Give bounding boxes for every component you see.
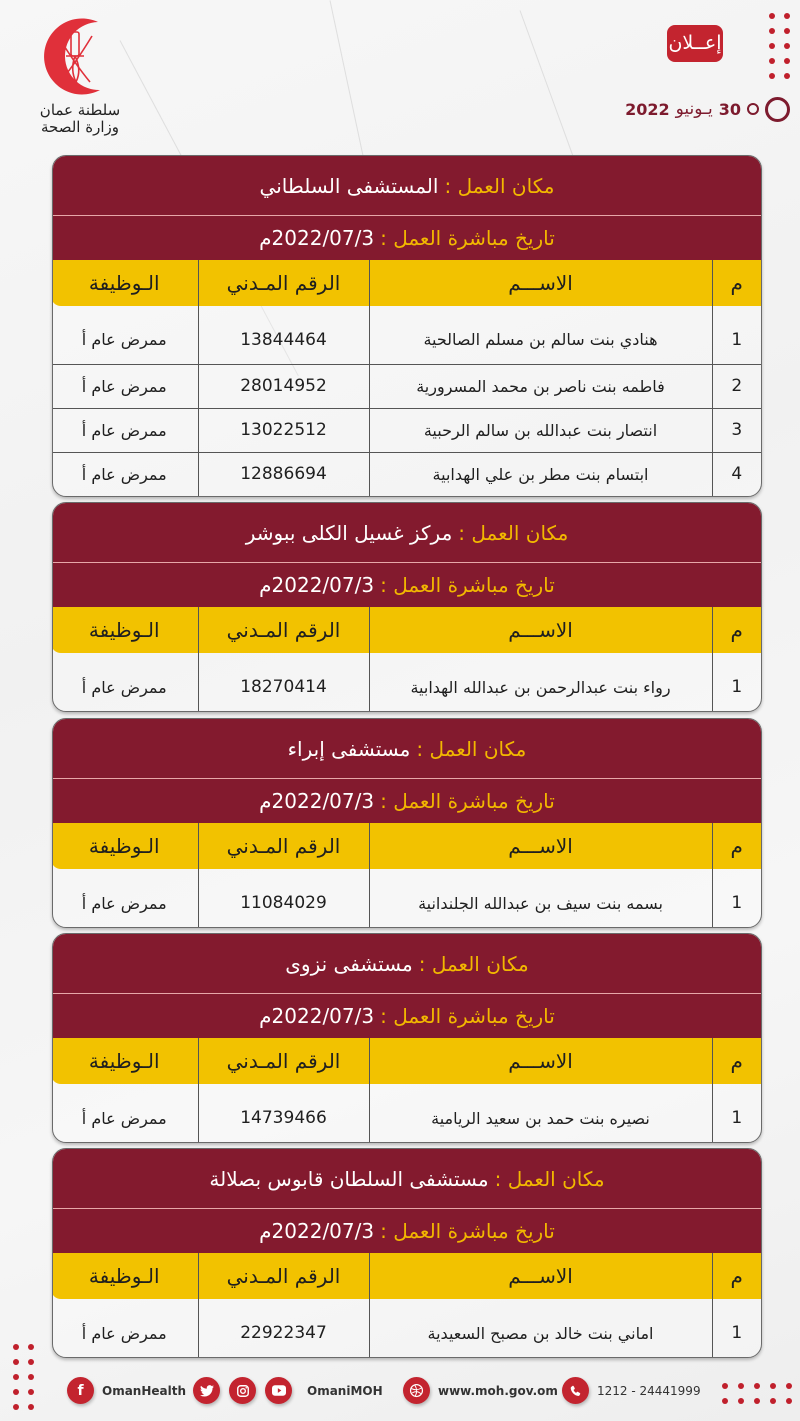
- cell-civil-id: 13022512: [198, 408, 369, 452]
- col-header-job: الـوظيفة: [52, 823, 198, 869]
- section-card-bousher-dialysis: [52, 502, 762, 712]
- cell-civil-id: 11084029: [198, 869, 369, 927]
- cell-index: 4: [712, 452, 761, 496]
- place-label: مكان العمل :: [418, 951, 529, 976]
- place-value: مستشفى نزوى: [285, 951, 413, 976]
- cell-name: بسمه بنت سيف بن عبدالله الجلندانية: [369, 869, 712, 927]
- start-date-row: [53, 1209, 761, 1253]
- place-value: مركز غسيل الكلى ببوشر: [245, 520, 453, 545]
- phone-contact[interactable]: [562, 1377, 705, 1404]
- social-links: [193, 1377, 383, 1404]
- cell-civil-id: 13844464: [198, 306, 369, 364]
- logo-line-ministry: وزارة الصحة: [41, 118, 119, 136]
- cell-name: رواء بنت عبدالرحمن بن عبدالله الهدابية: [369, 653, 712, 711]
- place-label: مكان العمل :: [494, 1166, 605, 1191]
- col-header-civil-id: الرقم المـدني: [198, 1038, 369, 1084]
- cell-index: 1: [712, 869, 761, 927]
- large-ring-icon: [765, 97, 790, 122]
- instagram-icon[interactable]: [229, 1377, 256, 1404]
- cell-job: ممرض عام أ: [81, 330, 167, 350]
- crescent-emblem-icon: [20, 12, 130, 102]
- col-header-civil-id: الرقم المـدني: [198, 607, 369, 653]
- place-label: مكان العمل :: [458, 520, 569, 545]
- start-date-row: [53, 994, 761, 1038]
- cell-name: اماني بنت خالد بن مصبح السعيدية: [369, 1299, 712, 1357]
- place-row: [53, 503, 761, 563]
- col-header-job: الـوظيفة: [52, 1253, 198, 1299]
- table-row: [52, 452, 761, 496]
- table-row: [52, 306, 761, 364]
- cell-civil-id: 14739466: [198, 1084, 369, 1142]
- place-row: [53, 1149, 761, 1209]
- date-year: 2022: [625, 99, 670, 119]
- cell-civil-id: 18270414: [198, 653, 369, 711]
- decorative-dots: [722, 1383, 792, 1404]
- date-day: 30: [718, 99, 741, 119]
- footer-contact-bar: [0, 1374, 800, 1406]
- staff-table: [52, 1253, 761, 1357]
- start-date-label: تاريخ مباشرة العمل :: [380, 1219, 555, 1243]
- col-header-name: الاســـم: [369, 607, 712, 653]
- cell-job: ممرض عام أ: [52, 408, 198, 452]
- cell-name: ابتسام بنت مطر بن علي الهدابية: [369, 452, 712, 496]
- col-header-name: الاســـم: [369, 1038, 712, 1084]
- cell-name: هنادي بنت سالم بن مسلم الصالحية: [369, 306, 712, 364]
- col-header-job: الـوظيفة: [52, 1038, 198, 1084]
- facebook-icon: f: [67, 1377, 94, 1404]
- social-handle: OmaniMOH: [307, 1383, 383, 1398]
- start-date-value: 2022/07/3م: [259, 573, 375, 597]
- cell-name: نصيره بنت حمد بن سعيد الريامية: [369, 1084, 712, 1142]
- cell-civil-id: 28014952: [198, 364, 369, 408]
- start-date-row: [53, 779, 761, 823]
- cell-job: ممرض عام أ: [81, 893, 167, 913]
- staff-table: [52, 823, 761, 927]
- start-date-row: [53, 563, 761, 607]
- col-header-civil-id: الرقم المـدني: [198, 1253, 369, 1299]
- cell-index: 1: [712, 653, 761, 711]
- table-row: [52, 1299, 761, 1357]
- col-header-name: الاســـم: [369, 823, 712, 869]
- place-value: المستشفى السلطاني: [259, 173, 439, 198]
- website-link[interactable]: [403, 1377, 558, 1404]
- cell-index: 2: [712, 364, 761, 408]
- section-card-ibra-hospital: [52, 718, 762, 928]
- table-row: [52, 408, 761, 452]
- announcement-badge: إعــلان: [667, 25, 723, 62]
- facebook-link[interactable]: [67, 1377, 186, 1404]
- place-row: [53, 156, 761, 216]
- phone-icon: [562, 1377, 589, 1404]
- start-date-label: تاريخ مباشرة العمل :: [380, 789, 555, 813]
- twitter-icon[interactable]: [193, 1377, 220, 1404]
- place-value: مستشفى السلطان قابوس بصلالة: [209, 1166, 489, 1191]
- table-row: [52, 653, 761, 711]
- cell-job: ممرض عام أ: [81, 677, 167, 697]
- col-header-index: م: [712, 607, 761, 653]
- cell-index: 1: [712, 1084, 761, 1142]
- place-row: [53, 934, 761, 994]
- col-header-name: الاســـم: [369, 260, 712, 306]
- table-row: [52, 869, 761, 927]
- cell-civil-id: 22922347: [198, 1299, 369, 1357]
- logo-line-sultanate: سلطنة عمان: [39, 101, 121, 119]
- ministry-logo: [20, 12, 130, 137]
- phone-text: 1212 - 24441999: [597, 1383, 701, 1398]
- col-header-index: م: [712, 1038, 761, 1084]
- section-card-nizwa-hospital: [52, 933, 762, 1143]
- cell-index: 1: [712, 306, 761, 364]
- col-header-name: الاســـم: [369, 1253, 712, 1299]
- date-month: يـونيو: [675, 99, 713, 119]
- staff-table: [52, 260, 761, 496]
- col-header-index: م: [712, 823, 761, 869]
- table-row: [52, 364, 761, 408]
- globe-icon: [403, 1377, 430, 1404]
- cell-index: 3: [712, 408, 761, 452]
- table-row: [52, 1084, 761, 1142]
- small-ring-icon: [747, 103, 759, 115]
- start-date-value: 2022/07/3م: [259, 1219, 375, 1243]
- start-date-label: تاريخ مباشرة العمل :: [380, 226, 555, 250]
- col-header-index: م: [712, 260, 761, 306]
- section-card-royal-hospital: [52, 155, 762, 497]
- website-text: www.moh.gov.om: [438, 1383, 558, 1398]
- cell-civil-id: 12886694: [198, 452, 369, 496]
- cell-name: فاطمه بنت ناصر بن محمد المسرورية: [369, 364, 712, 408]
- start-date-label: تاريخ مباشرة العمل :: [380, 1004, 555, 1028]
- col-header-civil-id: الرقم المـدني: [198, 260, 369, 306]
- cell-name: انتصار بنت عبدالله بن سالم الرحبية: [369, 408, 712, 452]
- cell-job: ممرض عام أ: [81, 1108, 167, 1128]
- start-date-value: 2022/07/3م: [259, 226, 375, 250]
- cell-index: 1: [712, 1299, 761, 1357]
- facebook-handle: OmanHealth: [102, 1383, 187, 1398]
- start-date-value: 2022/07/3م: [259, 1004, 375, 1028]
- youtube-icon[interactable]: [265, 1377, 292, 1404]
- place-value: مستشفى إبراء: [287, 736, 411, 761]
- col-header-job: الـوظيفة: [52, 607, 198, 653]
- decorative-dots: [769, 13, 790, 79]
- cell-job: ممرض عام أ: [52, 364, 198, 408]
- section-card-salalah-hospital: [52, 1148, 762, 1358]
- cell-job: ممرض عام أ: [52, 452, 198, 496]
- col-header-index: م: [712, 1253, 761, 1299]
- col-header-civil-id: الرقم المـدني: [198, 823, 369, 869]
- start-date-value: 2022/07/3م: [259, 789, 375, 813]
- start-date-row: [53, 216, 761, 260]
- place-label: مكان العمل :: [444, 173, 555, 198]
- place-row: [53, 719, 761, 779]
- col-header-job: الـوظيفة: [52, 260, 198, 306]
- cell-job: ممرض عام أ: [81, 1323, 167, 1343]
- staff-table: [52, 1038, 761, 1142]
- place-label: مكان العمل :: [416, 736, 527, 761]
- publish-date: [625, 96, 790, 122]
- staff-table: [52, 607, 761, 711]
- start-date-label: تاريخ مباشرة العمل :: [380, 573, 555, 597]
